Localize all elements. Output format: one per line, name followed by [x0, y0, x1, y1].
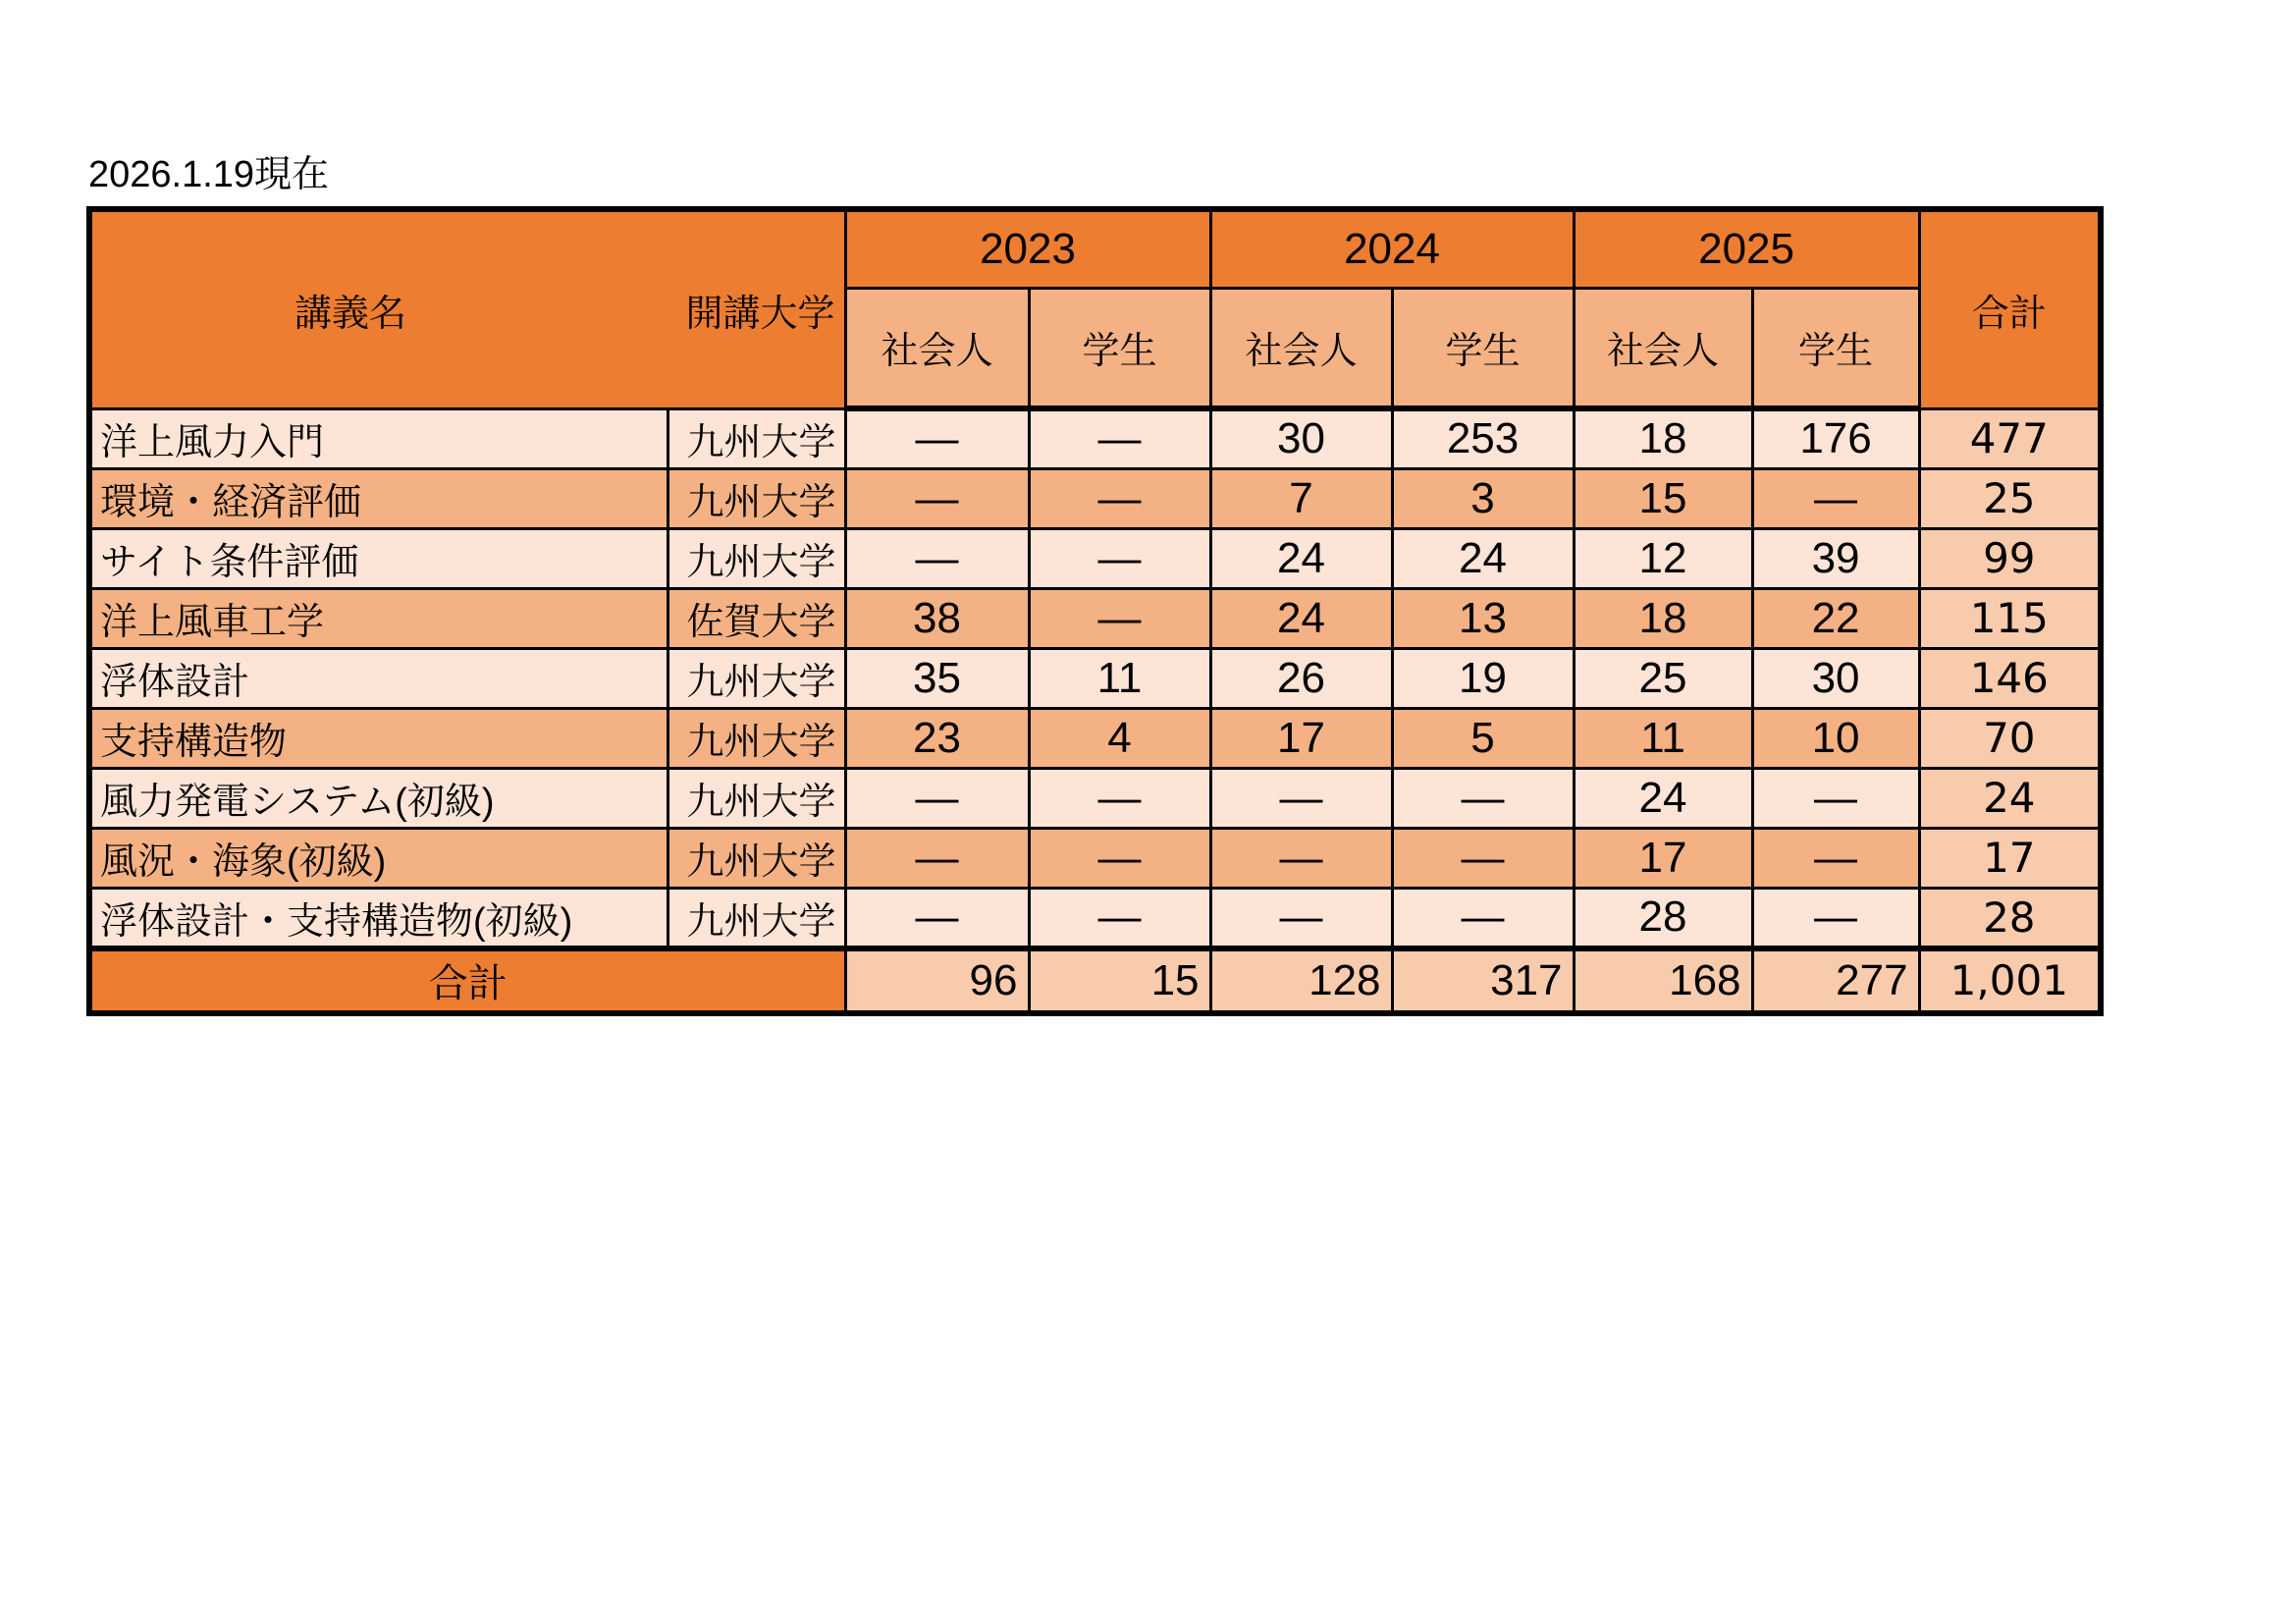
row-total-cell: 99: [1919, 528, 2101, 588]
value-cell: —: [1752, 468, 1919, 528]
value-cell: 22: [1752, 588, 1919, 648]
value-cell: —: [1752, 768, 1919, 828]
value-cell: 24: [1392, 528, 1574, 588]
lecture-name-cell: 環境・経済評価: [89, 468, 667, 528]
column-total-cell: 277: [1752, 948, 1919, 1013]
value-cell: —: [1392, 768, 1574, 828]
lecture-name-cell: 浮体設計: [89, 648, 667, 708]
university-cell: 九州大学: [667, 648, 845, 708]
row-total-cell: 70: [1919, 708, 2101, 768]
value-cell: 28: [1574, 888, 1752, 948]
value-cell: 253: [1392, 408, 1574, 468]
row-total-cell: 17: [1919, 828, 2101, 888]
value-cell: 19: [1392, 648, 1574, 708]
lecture-name-cell: 洋上風力入門: [89, 408, 667, 468]
value-cell: 11: [1029, 648, 1210, 708]
value-cell: —: [845, 408, 1029, 468]
value-cell: 24: [1210, 528, 1392, 588]
value-cell: —: [845, 828, 1029, 888]
header-year-row: [89, 209, 2101, 288]
lecture-name-cell: 風況・海象(初級): [89, 828, 667, 888]
value-cell: —: [845, 468, 1029, 528]
value-cell: 25: [1574, 648, 1752, 708]
university-cell: 九州大学: [667, 828, 845, 888]
lecture-name-cell: サイト条件評価: [89, 528, 667, 588]
table-row: [89, 888, 2101, 948]
row-total-cell: 115: [1919, 588, 2101, 648]
row-total-cell: 28: [1919, 888, 2101, 948]
total-column-header: 合計: [1919, 209, 2101, 408]
university-cell: 九州大学: [667, 528, 845, 588]
university-cell: 九州大学: [667, 408, 845, 468]
subheader-2023-adults: 社会人: [845, 288, 1029, 408]
row-total-cell: 25: [1919, 468, 2101, 528]
value-cell: 24: [1210, 588, 1392, 648]
value-cell: 38: [845, 588, 1029, 648]
university-cell: 九州大学: [667, 888, 845, 948]
value-cell: —: [1029, 588, 1210, 648]
year-header-2024: 2024: [1210, 209, 1574, 288]
table-row: [89, 468, 2101, 528]
value-cell: 11: [1574, 708, 1752, 768]
value-cell: 24: [1574, 768, 1752, 828]
totals-row-label: 合計: [89, 948, 845, 1013]
value-cell: 4: [1029, 708, 1210, 768]
value-cell: 30: [1210, 408, 1392, 468]
enrollment-table: [86, 206, 2104, 1016]
year-header-2023: 2023: [845, 209, 1210, 288]
value-cell: —: [1752, 828, 1919, 888]
value-cell: —: [1210, 888, 1392, 948]
value-cell: 39: [1752, 528, 1919, 588]
grand-total-cell: 1,001: [1919, 948, 2101, 1013]
value-cell: —: [1210, 828, 1392, 888]
value-cell: 7: [1210, 468, 1392, 528]
university-column-header: 開講大学: [685, 293, 835, 335]
year-header-2025: 2025: [1574, 209, 1919, 288]
as-of-date: 2026.1.19現在: [88, 154, 330, 195]
column-total-cell: 168: [1574, 948, 1752, 1013]
value-cell: 15: [1574, 468, 1752, 528]
table-row: [89, 408, 2101, 468]
value-cell: 12: [1574, 528, 1752, 588]
value-cell: 5: [1392, 708, 1574, 768]
value-cell: 23: [845, 708, 1029, 768]
value-cell: 30: [1752, 648, 1919, 708]
value-cell: 17: [1574, 828, 1752, 888]
column-total-cell: 15: [1029, 948, 1210, 1013]
university-cell: 九州大学: [667, 708, 845, 768]
value-cell: 35: [845, 648, 1029, 708]
value-cell: 18: [1574, 588, 1752, 648]
subheader-2023-students: 学生: [1029, 288, 1210, 408]
header-lecture-university-cell: [89, 209, 845, 408]
table-row: [89, 768, 2101, 828]
row-total-cell: 24: [1919, 768, 2101, 828]
subheader-2025-adults: 社会人: [1574, 288, 1752, 408]
table-row: [89, 528, 2101, 588]
lecture-name-cell: 支持構造物: [89, 708, 667, 768]
value-cell: 17: [1210, 708, 1392, 768]
subheader-2025-students: 学生: [1752, 288, 1919, 408]
subheader-2024-students: 学生: [1392, 288, 1574, 408]
value-cell: —: [845, 528, 1029, 588]
value-cell: —: [1029, 468, 1210, 528]
university-cell: 九州大学: [667, 768, 845, 828]
value-cell: —: [845, 768, 1029, 828]
row-total-cell: 477: [1919, 408, 2101, 468]
totals-row: [89, 948, 2101, 1013]
value-cell: 18: [1574, 408, 1752, 468]
column-total-cell: 128: [1210, 948, 1392, 1013]
lecture-name-cell: 浮体設計・支持構造物(初級): [89, 888, 667, 948]
row-total-cell: 146: [1919, 648, 2101, 708]
value-cell: —: [1029, 828, 1210, 888]
subheader-2024-adults: 社会人: [1210, 288, 1392, 408]
value-cell: 10: [1752, 708, 1919, 768]
table-row: [89, 708, 2101, 768]
value-cell: 13: [1392, 588, 1574, 648]
value-cell: 26: [1210, 648, 1392, 708]
table-row: [89, 648, 2101, 708]
lecture-column-header: 講義名: [294, 293, 407, 335]
value-cell: —: [1029, 768, 1210, 828]
lecture-name-cell: 洋上風車工学: [89, 588, 667, 648]
table-row: [89, 828, 2101, 888]
column-total-cell: 317: [1392, 948, 1574, 1013]
value-cell: —: [1029, 888, 1210, 948]
value-cell: —: [1029, 408, 1210, 468]
value-cell: 3: [1392, 468, 1574, 528]
value-cell: —: [1392, 828, 1574, 888]
column-total-cell: 96: [845, 948, 1029, 1013]
lecture-name-cell: 風力発電システム(初級): [89, 768, 667, 828]
value-cell: —: [1392, 888, 1574, 948]
value-cell: —: [1752, 888, 1919, 948]
value-cell: —: [845, 888, 1029, 948]
value-cell: —: [1029, 528, 1210, 588]
university-cell: 九州大学: [667, 468, 845, 528]
value-cell: —: [1210, 768, 1392, 828]
table-row: [89, 588, 2101, 648]
university-cell: 佐賀大学: [667, 588, 845, 648]
value-cell: 176: [1752, 408, 1919, 468]
